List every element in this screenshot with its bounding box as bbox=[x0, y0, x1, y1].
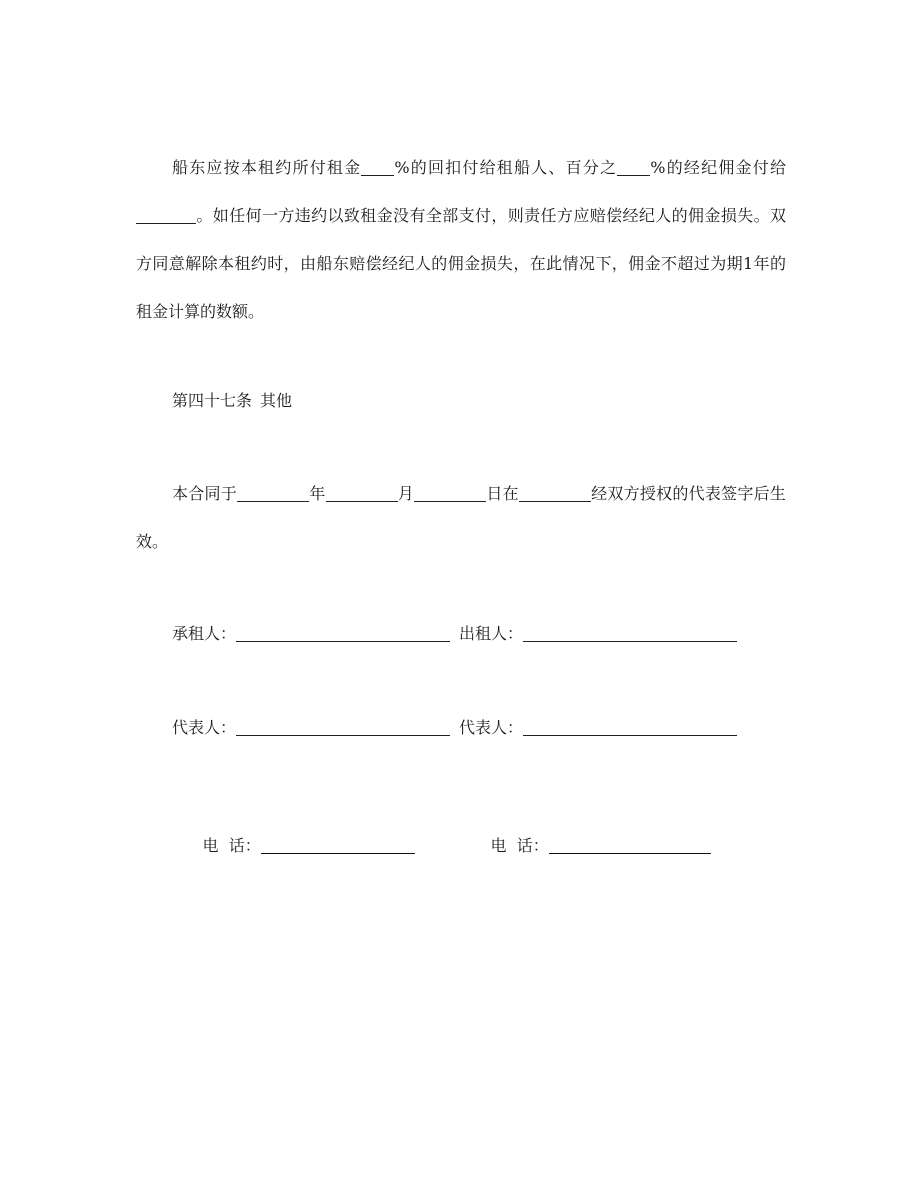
article-heading bbox=[172, 377, 292, 425]
lessor-phone-line[interactable] bbox=[549, 835, 711, 854]
lessor-representative-line[interactable] bbox=[523, 717, 737, 736]
lessor-representative-label: 代表人： bbox=[459, 718, 524, 737]
commission-text-2: %的回扣付给租船人、百分之 bbox=[394, 158, 618, 177]
lessee-phone-line[interactable] bbox=[261, 835, 415, 854]
lessee-signature-line[interactable] bbox=[236, 623, 450, 642]
commission-text-3: %的经纪佣金付给 bbox=[650, 158, 786, 177]
lessee-label: 承租人： bbox=[172, 624, 237, 643]
lessee-representative-label: 代表人： bbox=[172, 718, 237, 737]
month-blank[interactable] bbox=[326, 483, 398, 502]
effective-text-2: 经双方授权的代表签字后生效。 bbox=[136, 484, 786, 551]
commission-text-4: 。如任何一方违约以致租金没有全部支付，则责任方应赔偿经纪人的佣金损失。双方同意解除本租约时，由船东赔偿经纪人的佣金损失，在此情况下，佣金不超过为期1年的租金计算的数额。 bbox=[136, 206, 786, 321]
article-number: 第四十七条 bbox=[172, 391, 253, 410]
year-label: 年 bbox=[309, 484, 326, 503]
commission-text-1: 船东应按本租约所付租金 bbox=[172, 158, 362, 177]
article-title: 其他 bbox=[260, 391, 293, 410]
month-label: 月 bbox=[397, 484, 415, 503]
effective-date-paragraph bbox=[136, 470, 786, 566]
lessor-label: 出租人： bbox=[459, 624, 524, 643]
lessee-representative-line[interactable] bbox=[236, 717, 450, 736]
commission-paragraph bbox=[136, 144, 786, 336]
brokerage-percent-blank[interactable] bbox=[617, 157, 650, 176]
lessee-phone-label: 电 话： bbox=[202, 836, 261, 855]
lessor-signature-line[interactable] bbox=[523, 623, 737, 642]
day-label: 日在 bbox=[486, 484, 519, 503]
day-blank[interactable] bbox=[414, 483, 486, 502]
place-blank[interactable] bbox=[519, 483, 591, 502]
broker-name-blank[interactable] bbox=[136, 205, 196, 224]
lessor-phone-label: 电 话： bbox=[490, 836, 549, 855]
year-blank[interactable] bbox=[237, 483, 309, 502]
rebate-percent-blank[interactable] bbox=[361, 157, 394, 176]
effective-text-1: 本合同于 bbox=[172, 484, 238, 503]
